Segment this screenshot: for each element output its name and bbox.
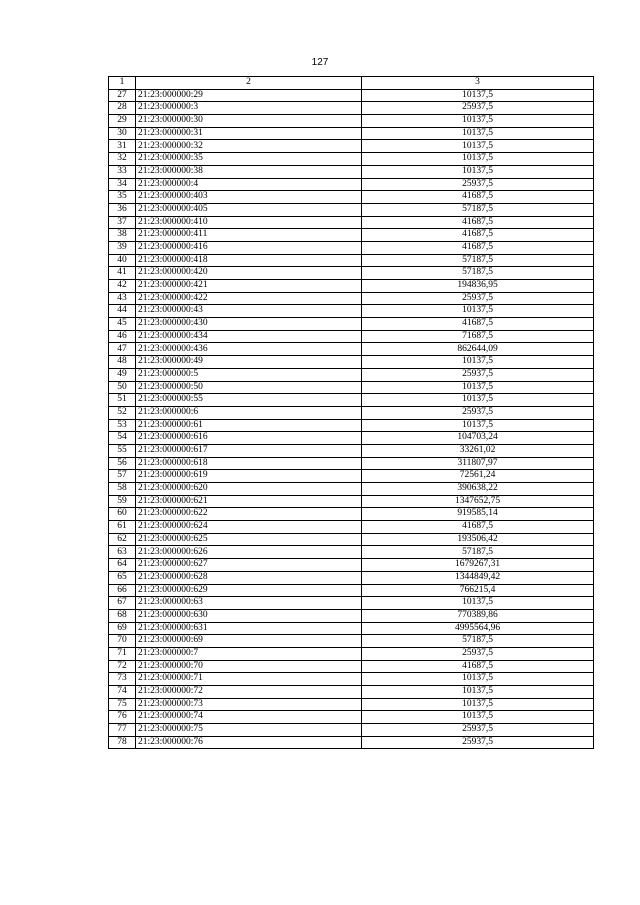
row-number-cell: 55 bbox=[109, 444, 136, 457]
value-cell: 10137,5 bbox=[362, 597, 594, 610]
cadastral-number-cell: 21:23:000000:430 bbox=[136, 318, 362, 331]
cadastral-number-cell: 21:23:000000:625 bbox=[136, 533, 362, 546]
value-cell: 862644,09 bbox=[362, 343, 594, 356]
value-cell: 25937,5 bbox=[362, 724, 594, 737]
row-number-cell: 74 bbox=[109, 686, 136, 699]
value-cell: 919585,14 bbox=[362, 508, 594, 521]
cadastral-number-cell: 21:23:000000:421 bbox=[136, 280, 362, 293]
cadastral-number-cell: 21:23:000000:49 bbox=[136, 356, 362, 369]
value-cell: 10137,5 bbox=[362, 711, 594, 724]
cadastral-number-cell: 21:23:000000:617 bbox=[136, 444, 362, 457]
value-cell: 25937,5 bbox=[362, 102, 594, 115]
value-cell: 10137,5 bbox=[362, 89, 594, 102]
row-number-cell: 54 bbox=[109, 432, 136, 445]
value-cell: 41687,5 bbox=[362, 229, 594, 242]
row-number-cell: 29 bbox=[109, 115, 136, 128]
value-cell: 57187,5 bbox=[362, 203, 594, 216]
value-cell: 10137,5 bbox=[362, 356, 594, 369]
row-number-cell: 63 bbox=[109, 546, 136, 559]
column-header-1: 1 bbox=[109, 77, 136, 90]
value-cell: 194836,95 bbox=[362, 280, 594, 293]
row-number-cell: 30 bbox=[109, 127, 136, 140]
value-cell: 10137,5 bbox=[362, 381, 594, 394]
table-row bbox=[109, 419, 594, 432]
value-cell: 41687,5 bbox=[362, 660, 594, 673]
value-cell: 41687,5 bbox=[362, 521, 594, 534]
cadastral-number-cell: 21:23:000000:629 bbox=[136, 584, 362, 597]
table-header bbox=[109, 77, 594, 90]
table-row bbox=[109, 280, 594, 293]
value-cell: 10137,5 bbox=[362, 153, 594, 166]
cadastral-number-cell: 21:23:000000:74 bbox=[136, 711, 362, 724]
cadastral-number-cell: 21:23:000000:73 bbox=[136, 698, 362, 711]
row-number-cell: 72 bbox=[109, 660, 136, 673]
row-number-cell: 48 bbox=[109, 356, 136, 369]
table-row bbox=[109, 229, 594, 242]
table-row bbox=[109, 635, 594, 648]
row-number-cell: 49 bbox=[109, 368, 136, 381]
row-number-cell: 33 bbox=[109, 165, 136, 178]
value-cell: 41687,5 bbox=[362, 216, 594, 229]
row-number-cell: 71 bbox=[109, 647, 136, 660]
table-row bbox=[109, 292, 594, 305]
table-row bbox=[109, 584, 594, 597]
cadastral-number-cell: 21:23:000000:416 bbox=[136, 241, 362, 254]
cadastral-number-cell: 21:23:000000:50 bbox=[136, 381, 362, 394]
value-cell: 390638,22 bbox=[362, 483, 594, 496]
row-number-cell: 32 bbox=[109, 153, 136, 166]
table-row bbox=[109, 559, 594, 572]
cadastral-number-cell: 21:23:000000:626 bbox=[136, 546, 362, 559]
table-row bbox=[109, 356, 594, 369]
cadastral-number-cell: 21:23:000000:70 bbox=[136, 660, 362, 673]
table-row bbox=[109, 711, 594, 724]
cadastral-number-cell: 21:23:000000:405 bbox=[136, 203, 362, 216]
table-row bbox=[109, 432, 594, 445]
value-cell: 10137,5 bbox=[362, 686, 594, 699]
table-row bbox=[109, 470, 594, 483]
table-row bbox=[109, 673, 594, 686]
cadastral-number-cell: 21:23:000000:631 bbox=[136, 622, 362, 635]
cadastral-number-cell: 21:23:000000:630 bbox=[136, 609, 362, 622]
table-row bbox=[109, 546, 594, 559]
cadastral-number-cell: 21:23:000000:7 bbox=[136, 647, 362, 660]
table-row bbox=[109, 381, 594, 394]
table-row bbox=[109, 254, 594, 267]
table-row bbox=[109, 305, 594, 318]
cadastral-number-cell: 21:23:000000:35 bbox=[136, 153, 362, 166]
value-cell: 311807,97 bbox=[362, 457, 594, 470]
column-header-3: 3 bbox=[362, 77, 594, 90]
row-number-cell: 70 bbox=[109, 635, 136, 648]
table-row bbox=[109, 216, 594, 229]
table-row bbox=[109, 698, 594, 711]
cadastral-number-cell: 21:23:000000:38 bbox=[136, 165, 362, 178]
cadastral-number-cell: 21:23:000000:622 bbox=[136, 508, 362, 521]
value-cell: 10137,5 bbox=[362, 127, 594, 140]
row-number-cell: 36 bbox=[109, 203, 136, 216]
value-cell: 10137,5 bbox=[362, 140, 594, 153]
row-number-cell: 40 bbox=[109, 254, 136, 267]
cadastral-number-cell: 21:23:000000:29 bbox=[136, 89, 362, 102]
table-row bbox=[109, 394, 594, 407]
cadastral-number-cell: 21:23:000000:76 bbox=[136, 736, 362, 749]
table-body bbox=[109, 89, 594, 749]
cadastral-number-cell: 21:23:000000:30 bbox=[136, 115, 362, 128]
cadastral-number-cell: 21:23:000000:628 bbox=[136, 571, 362, 584]
table-row bbox=[109, 686, 594, 699]
row-number-cell: 43 bbox=[109, 292, 136, 305]
value-cell: 1344849,42 bbox=[362, 571, 594, 584]
table-row bbox=[109, 89, 594, 102]
value-cell: 25937,5 bbox=[362, 368, 594, 381]
row-number-cell: 78 bbox=[109, 736, 136, 749]
table-row bbox=[109, 736, 594, 749]
value-cell: 1679267,31 bbox=[362, 559, 594, 572]
cadastral-number-cell: 21:23:000000:618 bbox=[136, 457, 362, 470]
cadastral-number-cell: 21:23:000000:420 bbox=[136, 267, 362, 280]
cadastral-number-cell: 21:23:000000:624 bbox=[136, 521, 362, 534]
table-row bbox=[109, 724, 594, 737]
value-cell: 41687,5 bbox=[362, 241, 594, 254]
cadastral-number-cell: 21:23:000000:43 bbox=[136, 305, 362, 318]
cadastral-number-cell: 21:23:000000:72 bbox=[136, 686, 362, 699]
row-number-cell: 61 bbox=[109, 521, 136, 534]
cadastral-number-cell: 21:23:000000:6 bbox=[136, 406, 362, 419]
page-number: 127 bbox=[311, 57, 329, 68]
value-cell: 41687,5 bbox=[362, 318, 594, 331]
table-row bbox=[109, 444, 594, 457]
table-row bbox=[109, 178, 594, 191]
value-cell: 57187,5 bbox=[362, 267, 594, 280]
value-cell: 25937,5 bbox=[362, 647, 594, 660]
table-row bbox=[109, 571, 594, 584]
row-number-cell: 50 bbox=[109, 381, 136, 394]
row-number-cell: 67 bbox=[109, 597, 136, 610]
value-cell: 25937,5 bbox=[362, 292, 594, 305]
value-cell: 10137,5 bbox=[362, 165, 594, 178]
row-number-cell: 31 bbox=[109, 140, 136, 153]
table-row bbox=[109, 483, 594, 496]
value-cell: 72561,24 bbox=[362, 470, 594, 483]
value-cell: 57187,5 bbox=[362, 254, 594, 267]
cadastral-number-cell: 21:23:000000:55 bbox=[136, 394, 362, 407]
row-number-cell: 37 bbox=[109, 216, 136, 229]
value-cell: 10137,5 bbox=[362, 115, 594, 128]
table-row bbox=[109, 609, 594, 622]
table-row bbox=[109, 241, 594, 254]
cadastral-number-cell: 21:23:000000:69 bbox=[136, 635, 362, 648]
cadastral-number-cell: 21:23:000000:63 bbox=[136, 597, 362, 610]
cadastral-number-cell: 21:23:000000:4 bbox=[136, 178, 362, 191]
cadastral-number-cell: 21:23:000000:71 bbox=[136, 673, 362, 686]
row-number-cell: 52 bbox=[109, 406, 136, 419]
value-cell: 770389,86 bbox=[362, 609, 594, 622]
cadastral-number-cell: 21:23:000000:619 bbox=[136, 470, 362, 483]
row-number-cell: 76 bbox=[109, 711, 136, 724]
value-cell: 25937,5 bbox=[362, 736, 594, 749]
value-cell: 57187,5 bbox=[362, 635, 594, 648]
row-number-cell: 45 bbox=[109, 318, 136, 331]
row-number-cell: 56 bbox=[109, 457, 136, 470]
row-number-cell: 34 bbox=[109, 178, 136, 191]
cadastral-number-cell: 21:23:000000:411 bbox=[136, 229, 362, 242]
row-number-cell: 62 bbox=[109, 533, 136, 546]
table-header-row bbox=[109, 77, 594, 90]
row-number-cell: 35 bbox=[109, 191, 136, 204]
table-row bbox=[109, 647, 594, 660]
table-row bbox=[109, 140, 594, 153]
row-number-cell: 57 bbox=[109, 470, 136, 483]
row-number-cell: 77 bbox=[109, 724, 136, 737]
row-number-cell: 28 bbox=[109, 102, 136, 115]
row-number-cell: 42 bbox=[109, 280, 136, 293]
row-number-cell: 41 bbox=[109, 267, 136, 280]
value-cell: 71687,5 bbox=[362, 330, 594, 343]
table-row bbox=[109, 597, 594, 610]
value-cell: 10137,5 bbox=[362, 698, 594, 711]
value-cell: 10137,5 bbox=[362, 673, 594, 686]
cadastral-number-cell: 21:23:000000:627 bbox=[136, 559, 362, 572]
cadastral-number-cell: 21:23:000000:621 bbox=[136, 495, 362, 508]
value-cell: 1347652,75 bbox=[362, 495, 594, 508]
value-cell: 10137,5 bbox=[362, 305, 594, 318]
column-header-2: 2 bbox=[136, 77, 362, 90]
table-row bbox=[109, 330, 594, 343]
value-cell: 57187,5 bbox=[362, 546, 594, 559]
cadastral-number-cell: 21:23:000000:61 bbox=[136, 419, 362, 432]
value-cell: 104703,24 bbox=[362, 432, 594, 445]
cadastral-number-cell: 21:23:000000:5 bbox=[136, 368, 362, 381]
cadastral-number-cell: 21:23:000000:620 bbox=[136, 483, 362, 496]
table-row bbox=[109, 165, 594, 178]
cadastral-number-cell: 21:23:000000:3 bbox=[136, 102, 362, 115]
row-number-cell: 69 bbox=[109, 622, 136, 635]
row-number-cell: 66 bbox=[109, 584, 136, 597]
row-number-cell: 58 bbox=[109, 483, 136, 496]
value-cell: 25937,5 bbox=[362, 178, 594, 191]
cadastral-number-cell: 21:23:000000:422 bbox=[136, 292, 362, 305]
table-row bbox=[109, 622, 594, 635]
table-row bbox=[109, 153, 594, 166]
row-number-cell: 68 bbox=[109, 609, 136, 622]
value-cell: 10137,5 bbox=[362, 419, 594, 432]
cadastral-number-cell: 21:23:000000:616 bbox=[136, 432, 362, 445]
cadastral-number-cell: 21:23:000000:410 bbox=[136, 216, 362, 229]
row-number-cell: 73 bbox=[109, 673, 136, 686]
row-number-cell: 64 bbox=[109, 559, 136, 572]
row-number-cell: 51 bbox=[109, 394, 136, 407]
row-number-cell: 46 bbox=[109, 330, 136, 343]
table-row bbox=[109, 660, 594, 673]
value-cell: 10137,5 bbox=[362, 394, 594, 407]
table-row bbox=[109, 318, 594, 331]
row-number-cell: 38 bbox=[109, 229, 136, 242]
row-number-cell: 65 bbox=[109, 571, 136, 584]
table-row bbox=[109, 521, 594, 534]
table-row bbox=[109, 508, 594, 521]
table-row bbox=[109, 368, 594, 381]
table-row bbox=[109, 533, 594, 546]
data-table bbox=[108, 76, 594, 749]
value-cell: 25937,5 bbox=[362, 406, 594, 419]
table-row bbox=[109, 102, 594, 115]
table-row bbox=[109, 343, 594, 356]
value-cell: 41687,5 bbox=[362, 191, 594, 204]
table-row bbox=[109, 203, 594, 216]
cadastral-number-cell: 21:23:000000:31 bbox=[136, 127, 362, 140]
row-number-cell: 60 bbox=[109, 508, 136, 521]
cadastral-number-cell: 21:23:000000:436 bbox=[136, 343, 362, 356]
row-number-cell: 27 bbox=[109, 89, 136, 102]
value-cell: 193506,42 bbox=[362, 533, 594, 546]
table-row bbox=[109, 495, 594, 508]
table-row bbox=[109, 267, 594, 280]
value-cell: 4995564,96 bbox=[362, 622, 594, 635]
cadastral-number-cell: 21:23:000000:418 bbox=[136, 254, 362, 267]
value-cell: 33261,02 bbox=[362, 444, 594, 457]
cadastral-number-cell: 21:23:000000:403 bbox=[136, 191, 362, 204]
value-cell: 766215,4 bbox=[362, 584, 594, 597]
table-row bbox=[109, 457, 594, 470]
row-number-cell: 75 bbox=[109, 698, 136, 711]
row-number-cell: 44 bbox=[109, 305, 136, 318]
table-row bbox=[109, 191, 594, 204]
cadastral-number-cell: 21:23:000000:32 bbox=[136, 140, 362, 153]
table-row bbox=[109, 127, 594, 140]
row-number-cell: 53 bbox=[109, 419, 136, 432]
row-number-cell: 39 bbox=[109, 241, 136, 254]
row-number-cell: 47 bbox=[109, 343, 136, 356]
cadastral-number-cell: 21:23:000000:434 bbox=[136, 330, 362, 343]
table-row bbox=[109, 115, 594, 128]
cadastral-number-cell: 21:23:000000:75 bbox=[136, 724, 362, 737]
row-number-cell: 59 bbox=[109, 495, 136, 508]
table-row bbox=[109, 406, 594, 419]
